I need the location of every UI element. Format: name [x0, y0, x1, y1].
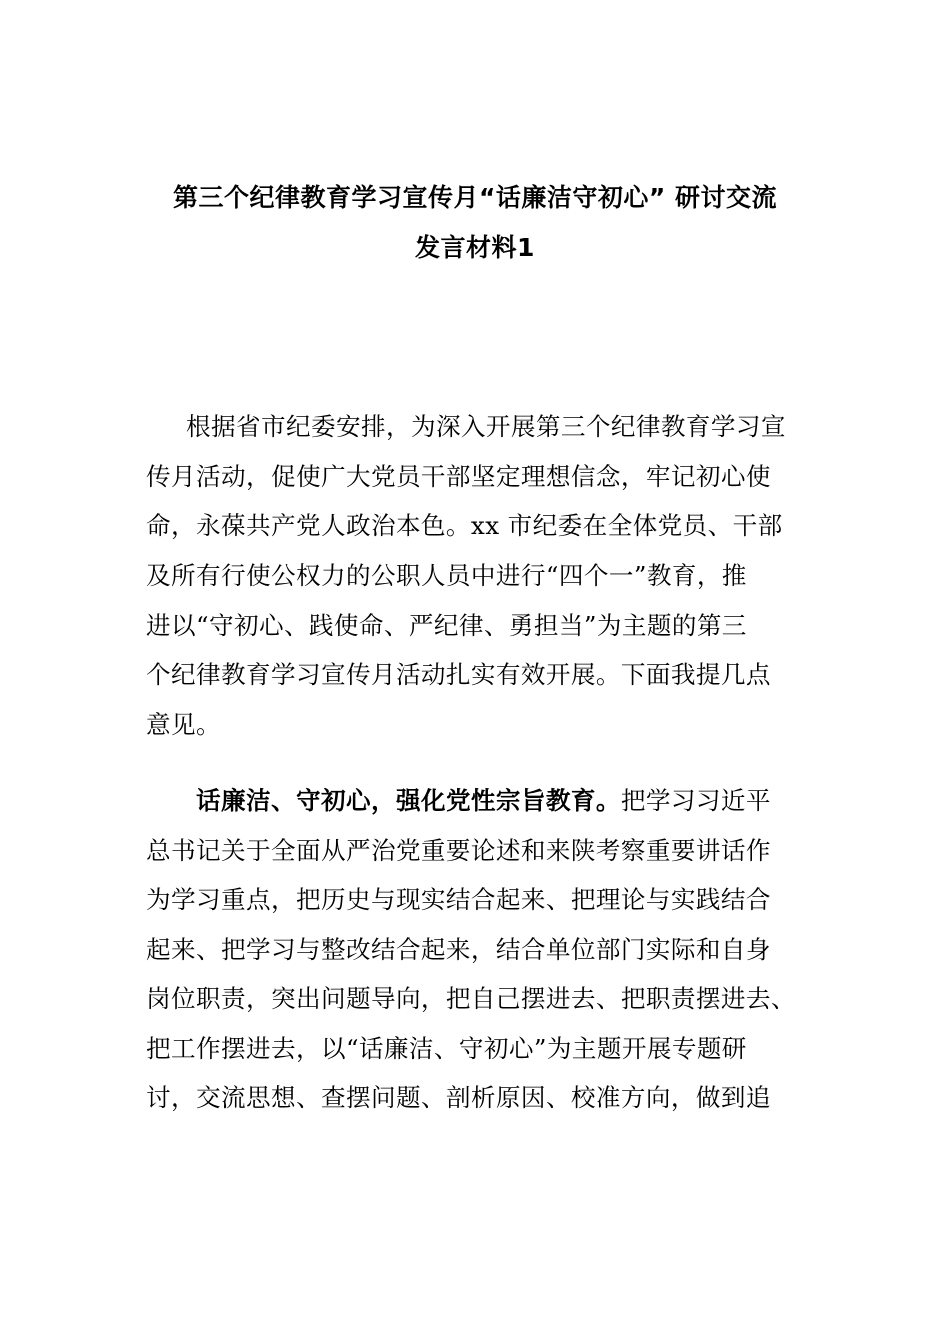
paragraph-1-line: 根据省市纪委安排，为深入开展第三个纪律教育学习宣 [186, 412, 786, 441]
document-title-line-2: 发言材料1 [415, 233, 535, 262]
paragraph-1-line: 个纪律教育学习宣传月活动扎实有效开展。下面我提几点 [146, 660, 771, 689]
paragraph-1-line: 及所有行使公权力的公职人员中进行“四个一”教育，推 [146, 561, 747, 590]
paragraph-2-line: 为学习重点，把历史与现实结合起来、把理论与实践结合 [146, 885, 771, 914]
paragraph-1-line: 传月活动，促使广大党员干部坚定理想信念，牢记初心使 [146, 462, 771, 491]
paragraph-2-heading: 话廉洁、守初心，强化党性宗旨教育。 [196, 786, 621, 815]
paragraph-2-line: 岗位职责，突出问题导向，把自己摆进去、把职责摆进去、 [146, 984, 796, 1013]
paragraph-1-line: 意见。 [146, 710, 221, 739]
paragraph-2-line: 讨，交流思想、查摆问题、剖析原因、校准方向，做到追 [146, 1083, 771, 1112]
paragraph-2-line: 起来、把学习与整改结合起来，结合单位部门实际和自身 [146, 935, 771, 964]
paragraph-2-line: 总书记关于全面从严治党重要论述和来陕考察重要讲话作 [146, 836, 771, 865]
paragraph-1-line: 进以“守初心、践使命、严纪律、勇担当”为主题的第三 [146, 611, 747, 640]
document-title-line-1: 第三个纪律教育学习宣传月“话廉洁守初心” 研讨交流 [172, 183, 778, 212]
paragraph-2-first-line [196, 786, 771, 816]
paragraph-2-line: 把工作摆进去，以“话廉洁、守初心”为主题开展专题研 [146, 1034, 747, 1063]
paragraph-1-line: 命，永葆共产党人政治本色。xx 市纪委在全体党员、干部 [146, 511, 783, 540]
paragraph-2-first-line-rest: 把学习习近平 [620, 786, 771, 815]
